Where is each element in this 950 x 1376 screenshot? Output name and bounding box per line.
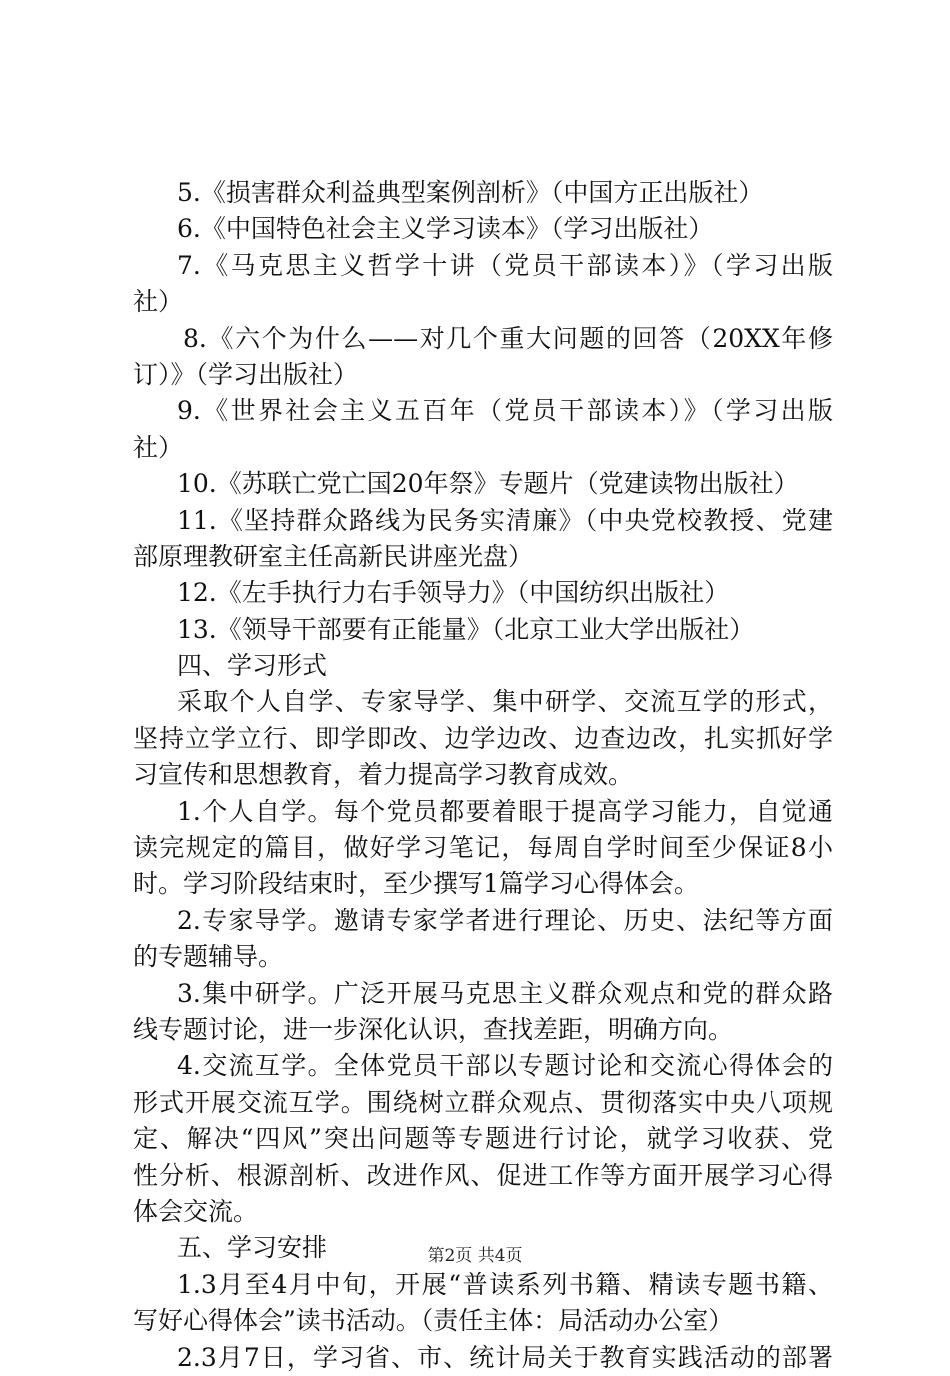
text-line: 社） [133, 287, 184, 317]
section-heading: 五、学习安排 [177, 1233, 328, 1263]
text-line: 时。学习阶段结束时，至少撰写1篇学习心得体会。 [133, 869, 699, 899]
text-line: 13.《领导干部要有正能量》（北京工业大学出版社） [177, 614, 755, 644]
text-line: 10.《苏联亡党亡国20年祭》专题片（党建读物出版社） [177, 469, 799, 499]
text-line: 12.《左手执行力右手领导力》（中国纺织出版社） [177, 578, 730, 608]
text-line: 8.《六个为什么——对几个重大问题的回答（20XX年修 [183, 323, 833, 353]
text-line: 的专题辅导。 [133, 942, 284, 972]
text-line: 3.集中研学。广泛开展马克思主义群众观点和党的群众路 [177, 978, 833, 1008]
text-line: 部原理教研室主任高新民讲座光盘） [133, 541, 534, 571]
text-line: 11.《坚持群众路线为民务实清廉》（中央党校教授、党建 [177, 505, 833, 535]
text-line: 定、解决“四风”突出问题等专题进行讨论，就学习收获、党 [133, 1124, 833, 1154]
text-line: 2.专家导学。邀请专家学者进行理论、历史、法纪等方面 [177, 905, 833, 935]
text-line: 体会交流。 [133, 1196, 259, 1226]
text-line: 坚持立学立行、即学即改、边学边改、边查边改，扎实抓好学 [133, 723, 833, 753]
document-body [133, 175, 833, 1376]
text-line: 订）》（学习出版社） [133, 359, 359, 389]
text-line: 社） [133, 432, 184, 462]
text-line: 性分析、根源剖析、改进作风、促进工作等方面开展学习心得 [133, 1160, 833, 1190]
text-line: 读完规定的篇目，做好学习笔记，每周自学时间至少保证8小 [133, 833, 833, 863]
text-line: 形式开展交流互学。围绕树立群众观点、贯彻落实中央八项规 [133, 1087, 833, 1117]
text-line: 9.《世界社会主义五百年（党员干部读本）》（学习出版 [177, 396, 833, 426]
text-line: 5.《损害群众利益典型案例剖析》（中国方正出版社） [177, 178, 764, 207]
text-line: 1.个人自学。每个党员都要着眼于提高学习能力，自觉通 [177, 796, 833, 826]
text-line: 4.交流互学。全体党员干部以专题讨论和交流心得体会的 [177, 1051, 833, 1081]
text-line: 2.3月7日，学习省、市、统计局关于教育实践活动的部署 [177, 1342, 833, 1372]
text-line: 线专题讨论，进一步深化认识，查找差距，明确方向。 [133, 1014, 734, 1044]
section-heading: 四、学习形式 [177, 651, 328, 681]
text-line: 7.《马克思主义哲学十讲（党员干部读本）》（学习出版 [177, 250, 833, 280]
text-line: 采取个人自学、专家导学、集中研学、交流互学的形式， [177, 687, 833, 717]
text-line: 1.3月至4月中旬，开展“普读系列书籍、精读专题书籍、 [177, 1269, 833, 1299]
text-line: 写好心得体会”读书活动。（责任主体：局活动办公室） [133, 1306, 734, 1336]
text-line: 习宣传和思想教育，着力提高学习教育成效。 [133, 760, 634, 790]
text-line: 6.《中国特色社会主义学习读本》（学习出版社） [177, 214, 714, 244]
page-footer: 第2页 共4页 [427, 1246, 523, 1266]
